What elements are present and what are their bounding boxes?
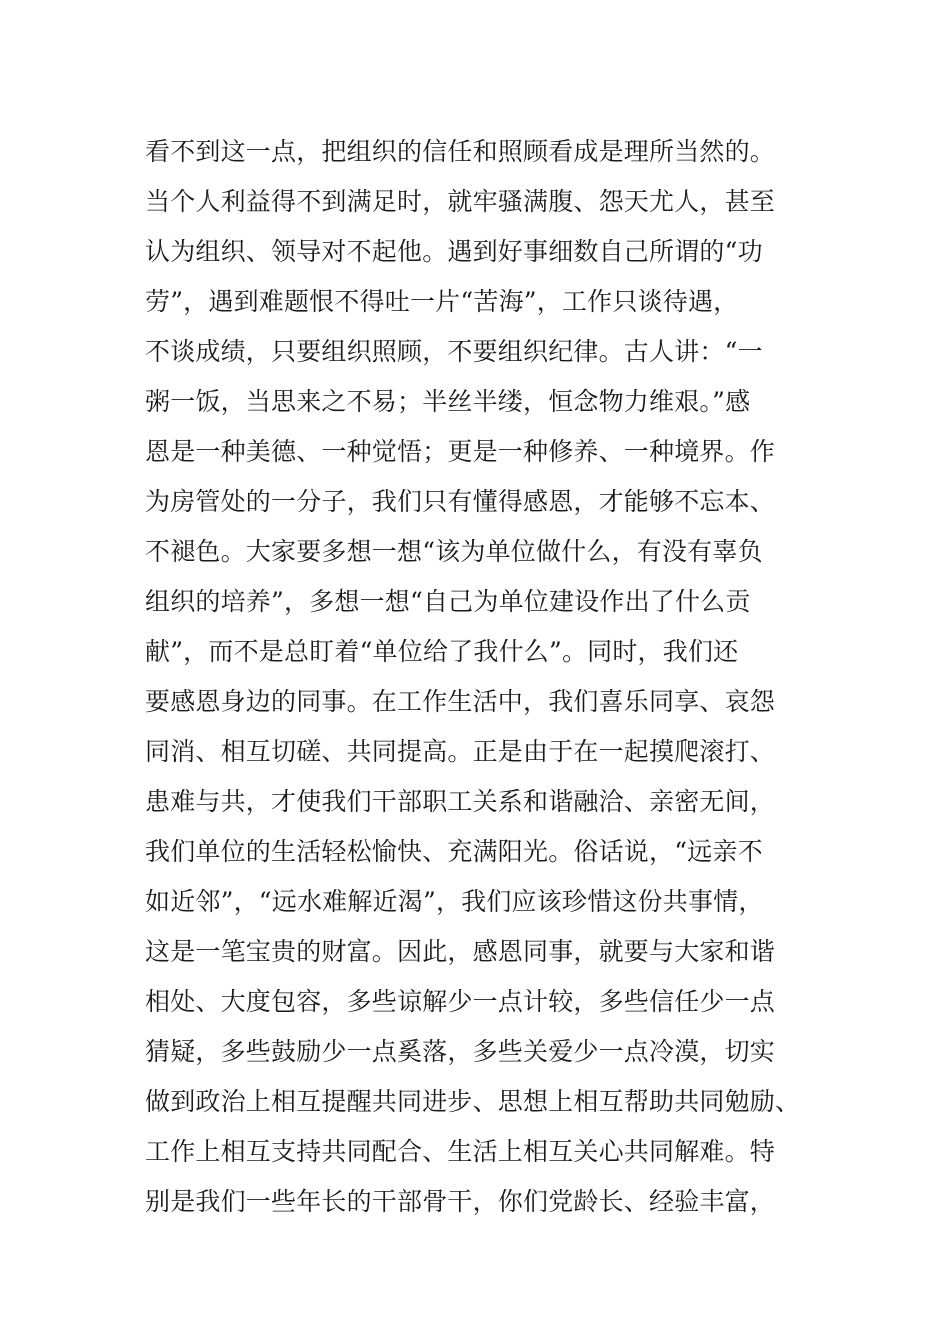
text-line: 患难与共，才使我们干部职工关系和谐融洽、亲密无间， <box>145 787 776 816</box>
text-line: 工作上相互支持共同配合、生活上相互关心共同解难。特 <box>145 1137 776 1166</box>
text-line: 这是一笔宝贵的财富。因此，感恩同事，就要与大家和谐 <box>145 937 776 966</box>
text-line: 同消、相互切磋、共同提高。正是由于在一起摸爬滚打、 <box>145 737 776 766</box>
text-line: 看不到这一点，把组织的信任和照顾看成是理所当然的。 <box>145 137 776 166</box>
text-line: 不谈成绩，只要组织照顾，不要组织纪律。古人讲：“一 <box>145 337 763 366</box>
text-line: 做到政治上相互提醒共同进步、思想上相互帮助共同勉励、 <box>145 1087 801 1116</box>
text-line: 当个人利益得不到满足时，就牢骚满腹、怨天尤人，甚至 <box>145 187 776 216</box>
text-line: 组织的培养”，多想一想“自己为单位建设作出了什么贡 <box>145 587 751 616</box>
text-line: 粥一饭，当思来之不易；半丝半缕，恒念物力维艰。”感 <box>145 387 751 416</box>
body-paragraph <box>145 127 825 1227</box>
text-line: 认为组织、领导对不起他。遇到好事细数自己所谓的“功 <box>145 237 763 266</box>
text-line: 要感恩身边的同事。在工作生活中，我们喜乐同享、哀怨 <box>145 687 776 716</box>
text-line: 恩是一种美德、一种觉悟；更是一种修养、一种境界。作 <box>145 437 776 466</box>
text-line: 猜疑，多些鼓励少一点奚落，多些关爱少一点冷漠，切实 <box>145 1037 776 1066</box>
text-line: 劳”，遇到难题恨不得吐一片“苦海”，工作只谈待遇， <box>145 287 739 316</box>
text-line: 相处、大度包容，多些谅解少一点计较，多些信任少一点 <box>145 987 776 1016</box>
text-line: 为房管处的一分子，我们只有懂得感恩，才能够不忘本、 <box>145 487 776 516</box>
text-line: 我们单位的生活轻松愉快、充满阳光。俗话说，“远亲不 <box>145 837 763 866</box>
text-line: 献”，而不是总盯着“单位给了我什么”。同时，我们还 <box>145 637 739 666</box>
text-line: 如近邻”，“远水难解近渴”，我们应该珍惜这份共事情， <box>145 887 764 916</box>
text-line: 别是我们一些年长的干部骨干，你们党龄长、经验丰富， <box>145 1187 776 1216</box>
text-line: 不褪色。大家要多想一想“该为单位做什么，有没有辜负 <box>145 537 763 566</box>
